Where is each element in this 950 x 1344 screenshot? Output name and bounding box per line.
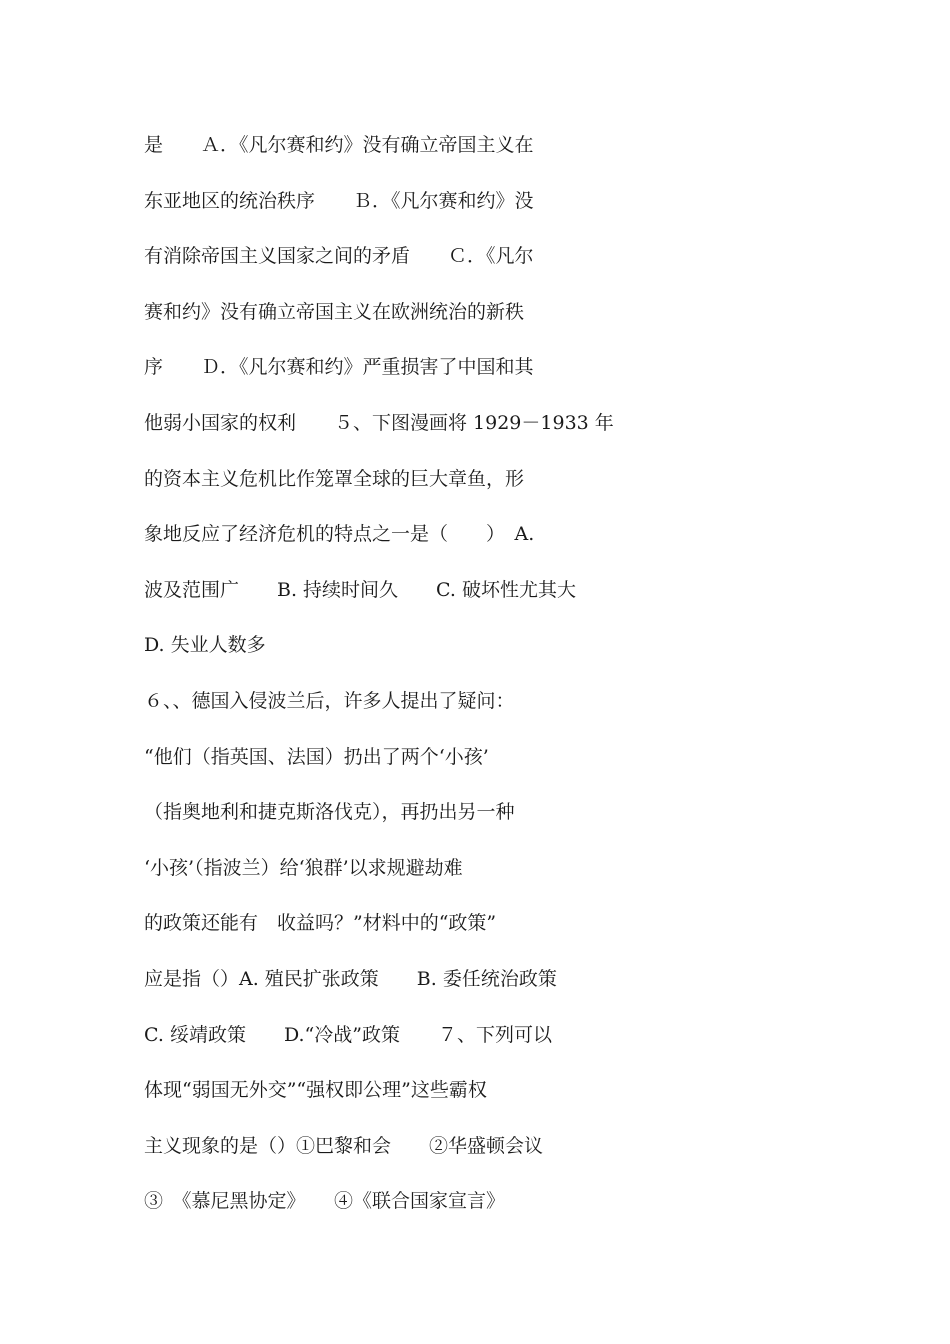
- text-line-10: D. 失业人数多: [144, 634, 266, 657]
- text-line-20: ③ 《慕尼黑协定》 ④《联合国家宣言》: [144, 1190, 506, 1213]
- text-line-14: ‘小孩’（指波兰）给‘狼群’以求规避劫难: [144, 856, 463, 879]
- text-line-18: 体现“弱国无外交”“强权即公理”这些霸权: [144, 1079, 487, 1102]
- text-line-15: 的政策还能有 收益吗？”材料中的“政策”: [144, 912, 497, 935]
- text-line-11: ６、、德国入侵波兰后，许多人提出了疑问：: [144, 689, 515, 712]
- text-line-13: （指奥地利和捷克斯洛伐克），再扔出另一种: [144, 801, 515, 824]
- text-line-5: 序 Ｄ．《凡尔赛和约》严重损害了中国和其: [144, 356, 534, 379]
- text-line-1: 是 Ａ．《凡尔赛和约》没有确立帝国主义在: [144, 134, 534, 156]
- text-line-17: C. 绥靖政策 D.“冷战”政策 ７、下列可以: [144, 1023, 552, 1046]
- text-line-4: 赛和约》没有确立帝国主义在欧洲统治的新秩: [144, 300, 525, 323]
- question-text-block: [144, 118, 816, 1230]
- text-line-16: 应是指（）A. 殖民扩张政策 B. 委任统治政策: [144, 967, 557, 990]
- text-line-6: 他弱小国家的权利 ５、下图漫画将 1929－1933 年: [144, 411, 614, 434]
- text-line-2: 东亚地区的统治秩序 Ｂ．《凡尔赛和约》没: [144, 189, 534, 212]
- text-line-7: 的资本主义危机比作笼罩全球的巨大章鱼，形: [144, 467, 525, 490]
- text-line-19: 主义现象的是（）①巴黎和会 ②华盛顿会议: [144, 1134, 544, 1157]
- text-line-3: 有消除帝国主义国家之间的矛盾 Ｃ．《凡尔: [144, 245, 534, 268]
- text-line-8: 象地反应了经济危机的特点之一是（ ） A.: [144, 523, 535, 546]
- text-line-12: “他们（指英国、法国）扔出了两个‘小孩’: [144, 745, 489, 768]
- text-line-9: 波及范围广 B. 持续时间久 C. 破坏性尤其大: [144, 578, 576, 601]
